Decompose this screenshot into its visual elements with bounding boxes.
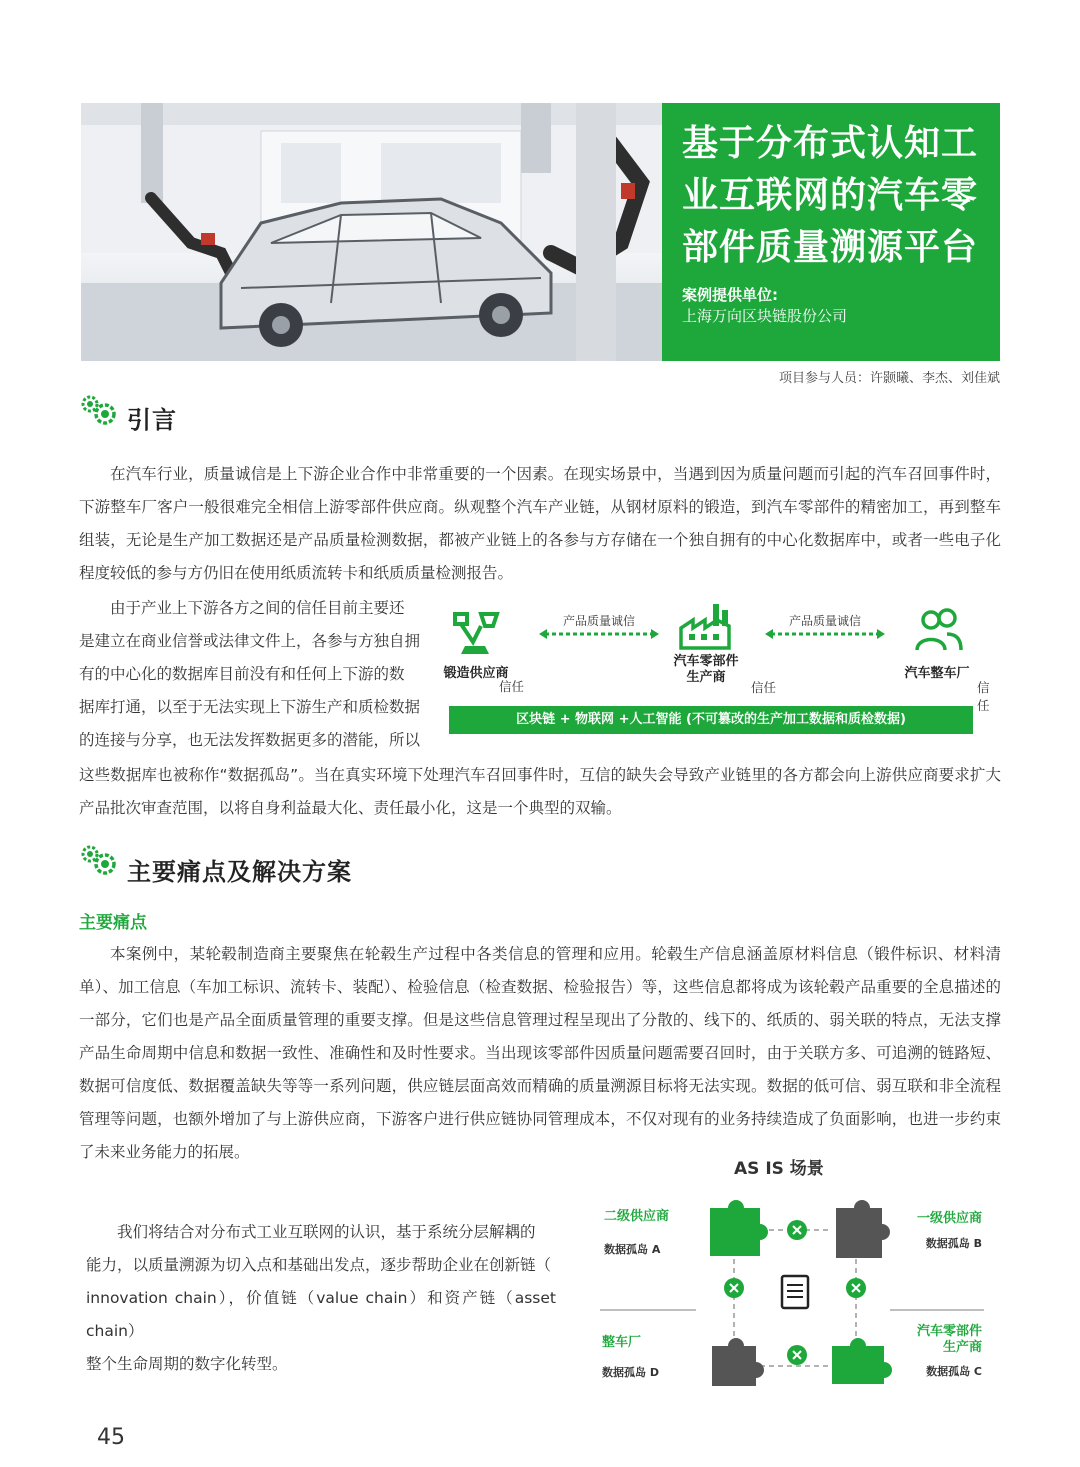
provider-label: 案例提供单位: (682, 286, 778, 304)
corner-sub-c: 数据孤岛 C (926, 1365, 982, 1378)
intro-paragraph-2-rest: 这些数据库也被称作“数据孤岛”。当在真实环境下处理汽车召回事件时，互信的缺失会导致产业链里的各方都会向上游供应商要求扩大产品批次审查范围，以将自身利益最大化、责任最小化，这是一个典型的双输。 (79, 766, 1001, 817)
corner-label-car-maker: 整车厂 (602, 1335, 642, 1350)
arrow-label: 产品质量诚信 (788, 614, 861, 628)
corner-sub-d: 数据孤岛 D (602, 1366, 659, 1379)
trust-label: 信任 (499, 679, 525, 694)
trust-label: 信任 (977, 680, 990, 713)
puzzle-piece-b-icon (836, 1200, 890, 1258)
corner-label-tier2-supplier: 二级供应商 (604, 1209, 670, 1224)
title-line-1: 基于分布式认知工 (682, 123, 979, 164)
corner-label-parts-maker: 汽车零部件 生产商 (916, 1324, 982, 1355)
pain-p2-line: 我们将结合对分布式工业互联网的认识，基于系统分层解耦的 (117, 1223, 536, 1241)
pain-p2-line: 整个生命周期的数字化转型。 (86, 1355, 288, 1373)
title-line-2: 业互联网的汽车零 (682, 175, 979, 216)
asis-title: AS IS 场景 (734, 1159, 824, 1179)
broken-link-icon (846, 1278, 866, 1298)
document-icon (782, 1276, 808, 1308)
double-arrow-icon (765, 628, 885, 640)
broken-link-icon (787, 1220, 807, 1240)
page-title (682, 118, 992, 274)
double-arrow-icon (539, 628, 659, 640)
puzzle-piece-d-icon (712, 1338, 764, 1386)
car-factory-illustration (81, 103, 662, 361)
pain-paragraph-2 (86, 1216, 556, 1381)
trust-label: 信任 (751, 680, 777, 695)
users-icon (913, 606, 965, 654)
corner-sub-b: 数据孤岛 B (925, 1237, 982, 1250)
participants: 项目参与人员：许颢曦、李杰、刘佳斌 (778, 371, 1000, 386)
pain-subheading: 主要痛点 (79, 913, 147, 933)
node-parts-maker: 汽车零部件 生产商 (673, 654, 739, 685)
pain-p2-line: 能力，以质量溯源为切入点和基础出发点，逐步帮助企业在创新链（ (86, 1256, 552, 1274)
pain-p2-line: innovation chain），价值链（value chain）和资产链（asset chain） (86, 1289, 556, 1340)
intro-paragraph-2-wrap (79, 592, 434, 757)
gears-icon (78, 842, 122, 882)
page-number: 45 (97, 1425, 125, 1450)
intro-p2-line: 有的中心化的数据库目前没有和任何上下游的数 (79, 665, 405, 683)
puzzle-piece-a-icon (710, 1200, 768, 1256)
intro-heading: 引言 (127, 406, 177, 434)
node-car-maker: 汽车整车厂 (904, 666, 970, 681)
intro-paragraph-1: 在汽车行业，质量诚信是上下游企业合作中非常重要的一个因素。在现实场景中，当遇到因为质量问题而引起的汽车召回事件时，下游整车厂客户一般很难完全相信上游零部件供应商。纵观整个汽车产业链，从钢材原料的锻造，到汽车零部件的精密加工，再到整车组装，无论是生产加工数据还是产品质量检测数据，都被产业链上的各参与方存储在一个独自拥有的中心化数据库中，或者一些电子化程度较低的参与方仍旧在使用纸质流转卡和纸质质量检测报告。 (79, 465, 1001, 582)
tech-stack-bar: 区块链 + 物联网 +人工智能 (不可篡改的生产加工数据和质检数据) (449, 706, 973, 734)
forging-icon (451, 608, 503, 658)
intro-p2-line: 是建立在商业信誉或法律文件上，各参与方独自拥 (79, 632, 421, 650)
pain-heading: 主要痛点及解决方案 (127, 858, 352, 886)
pain-paragraph-1: 本案例中，某轮毂制造商主要聚焦在轮毂生产过程中各类信息的管理和应用。轮毂生产信息涵盖原材料信息（锻件标识、材料清单）、加工信息（车加工标识、流转卡、装配）、检验信息（检查数据、检验报告）等，这些信息都将成为该轮毂产品重要的全息描述的一部分，它们也是产品全面质量管理的重要支撑。但是这些信息管理过程呈现出了分散的、线下的、纸质的、弱关联的特点，无法支撑产品生命周期中信息和数据一致性、准确性和及时性要求。当出现该零部件因质量问题需要召回时，由于关联方多、可追溯的链路短、数据可信度低、数据覆盖缺失等等一系列问题，供应链层面高效而精确的质量溯源目标将无法实现。数据的低可信、弱互联和非全流程管理等问题，也额外增加了与上游供应商，下游客户进行供应链协同管理成本，不仅对现有的业务持续造成了负面影响，也进一步约束了未来业务能力的拓展。 (79, 945, 1001, 1161)
intro-p2-line: 由于产业上下游各方之间的信任目前主要还 (110, 599, 405, 617)
corner-sub-a: 数据孤岛 A (604, 1243, 661, 1256)
provider-name: 上海万向区块链股份公司 (682, 307, 848, 325)
intro-p2-line: 的连接与分享，也无法发挥数据更多的潜能，所以 (79, 731, 421, 749)
factory-icon (677, 602, 733, 652)
title-line-3: 部件质量溯源平台 (682, 227, 979, 268)
node-forging-supplier: 锻造供应商 (443, 666, 509, 681)
gears-icon (78, 392, 122, 432)
arrow-label: 产品质量诚信 (562, 614, 635, 628)
intro-p2-line: 据库打通，以至于无法实现上下游生产和质检数据 (79, 698, 421, 716)
hero-photo-car-assembly (81, 103, 662, 361)
broken-link-icon (724, 1278, 744, 1298)
corner-label-tier1-supplier: 一级供应商 (916, 1211, 982, 1226)
broken-link-icon (787, 1345, 807, 1365)
puzzle-piece-c-icon (832, 1338, 892, 1384)
